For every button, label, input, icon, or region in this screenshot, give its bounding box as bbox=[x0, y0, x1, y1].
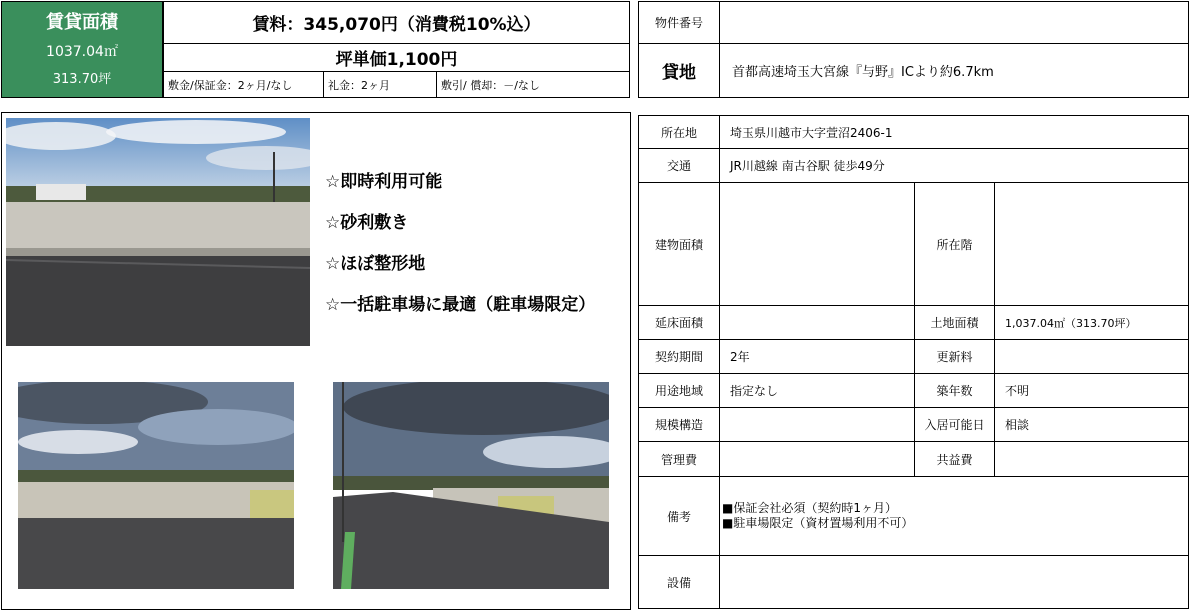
contract-period-label: 契約期間 bbox=[638, 339, 720, 374]
lot-photo-side bbox=[18, 382, 294, 589]
remarks-line: ■保証会社必須（契約時1ヶ月） bbox=[722, 501, 897, 515]
structure-label: 規模構造 bbox=[638, 407, 720, 442]
property-number-label: 物件番号 bbox=[638, 1, 720, 44]
feature-item: ☆砂利敷き bbox=[325, 213, 409, 233]
floor-label: 所在階 bbox=[914, 182, 995, 306]
amortization: 敷引/ 償却：－/なし bbox=[436, 71, 630, 98]
land-area-label: 土地面積 bbox=[914, 305, 995, 340]
remarks-value bbox=[719, 476, 1189, 556]
lot-photo-main-image bbox=[6, 118, 310, 346]
location-label: 所在地 bbox=[638, 115, 720, 149]
location-value: 埼玉県川越市大字萱沼2406-1 bbox=[719, 115, 1189, 149]
remarks-label: 備考 bbox=[638, 476, 720, 556]
building-age-label: 築年数 bbox=[914, 373, 995, 408]
equipment-value bbox=[719, 555, 1189, 609]
management-fee-value bbox=[719, 441, 915, 477]
feature-item: ☆即時利用可能 bbox=[325, 172, 443, 192]
key-money: 礼金：2ヶ月 bbox=[323, 71, 437, 98]
lot-photo-road-image bbox=[333, 382, 609, 589]
feature-item: ☆ほぼ整形地 bbox=[325, 254, 426, 274]
building-age-value: 不明 bbox=[994, 373, 1189, 408]
renewal-fee-value bbox=[994, 339, 1189, 374]
transport-label: 交通 bbox=[638, 148, 720, 183]
unit-price: 坪単価1,100円 bbox=[163, 43, 630, 72]
rent-price: 賃料：345,070円（消費税10%込） bbox=[163, 1, 630, 44]
common-fee-value bbox=[994, 441, 1189, 477]
highway-access: 首都高速埼玉大宮線『与野』ICより約6.7km bbox=[719, 43, 1189, 98]
lot-photo-side-image bbox=[18, 382, 294, 589]
property-type-label: 貸地 bbox=[638, 43, 720, 98]
area-title: 賃貸面積 bbox=[46, 12, 118, 33]
common-fee-label: 共益費 bbox=[914, 441, 995, 477]
floor-value bbox=[994, 182, 1189, 306]
feature-list bbox=[325, 168, 625, 332]
total-floor-label: 延床面積 bbox=[638, 305, 720, 340]
contract-period-value: 2年 bbox=[719, 339, 915, 374]
building-area-value bbox=[719, 182, 915, 306]
lot-photo-road bbox=[333, 382, 609, 589]
zoning-value: 指定なし bbox=[719, 373, 915, 408]
renewal-fee-label: 更新料 bbox=[914, 339, 995, 374]
land-area-value: 1,037.04㎡（313.70坪） bbox=[994, 305, 1189, 340]
area-summary bbox=[1, 1, 163, 98]
total-floor-value bbox=[719, 305, 915, 340]
lot-photo-main bbox=[6, 118, 310, 346]
move-in-value: 相談 bbox=[994, 407, 1189, 442]
management-fee-label: 管理費 bbox=[638, 441, 720, 477]
equipment-label: 設備 bbox=[638, 555, 720, 609]
zoning-label: 用途地域 bbox=[638, 373, 720, 408]
property-number-value bbox=[719, 1, 1189, 44]
move-in-label: 入居可能日 bbox=[914, 407, 995, 442]
deposit-condition: 敷金/保証金：2ヶ月/なし bbox=[163, 71, 324, 98]
feature-item: ☆一括駐車場に最適（駐車場限定） bbox=[325, 295, 596, 315]
building-area-label: 建物面積 bbox=[638, 182, 720, 306]
transport-value: JR川越線 南古谷駅 徒歩49分 bbox=[719, 148, 1189, 183]
area-sqm: 1037.04㎡ bbox=[46, 44, 118, 60]
structure-value bbox=[719, 407, 915, 442]
area-tsubo: 313.70坪 bbox=[52, 71, 112, 87]
remarks-line: ■駐車場限定（資材置場利用不可） bbox=[722, 516, 914, 530]
